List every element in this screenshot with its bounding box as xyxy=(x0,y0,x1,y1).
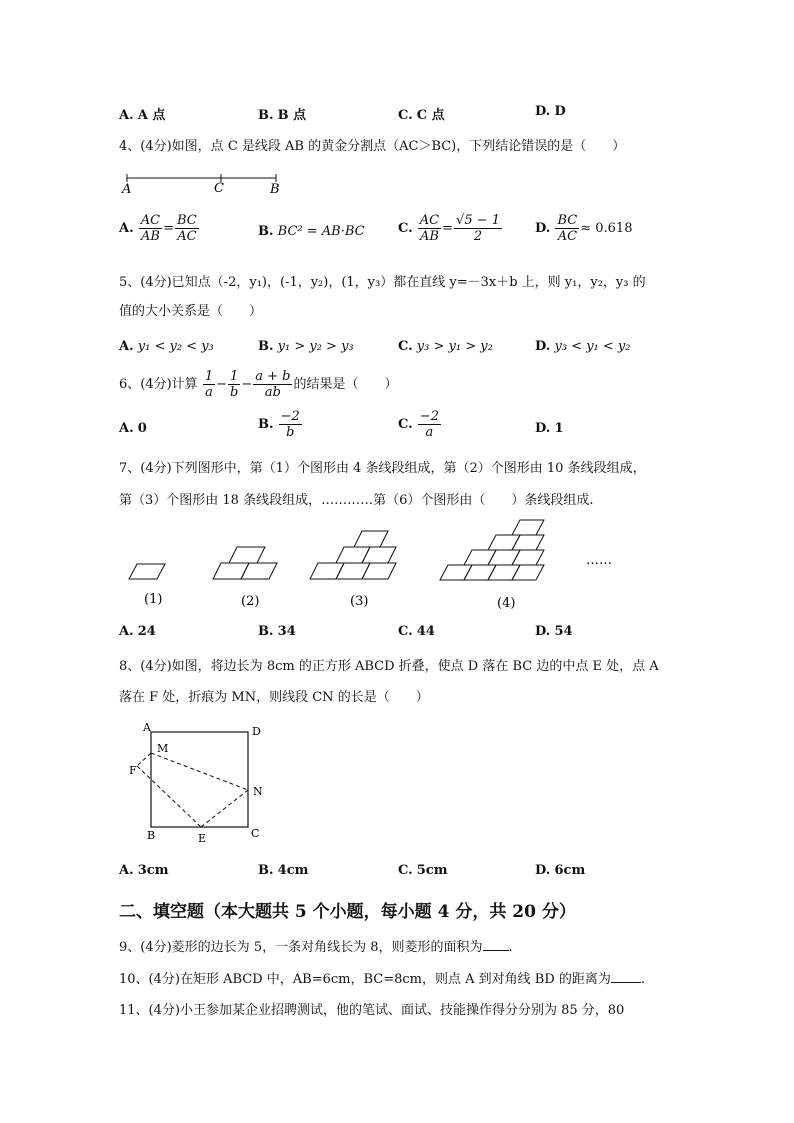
q7-line1: 7、(4分)下列图形中，第（1）个图形由 4 条线段组成，第（2）个图形由 10 条线段组成， xyxy=(119,461,646,476)
q4-segment-figure xyxy=(118,168,288,196)
q8-label-n: N xyxy=(253,785,263,798)
fig-label-4: (4) xyxy=(497,596,516,611)
q6-option-d: D. 1 xyxy=(535,421,564,436)
q9: 9、(4分)菱形的边长为 5，一条对角线长为 8，则菱形的面积为 . xyxy=(119,940,513,955)
q8-label-a: A xyxy=(143,721,151,734)
q6-stem: 6、(4分)计算 $\frac{1}{a}$ − $\frac{1}{b}$ − $\frac{a + b}{ab}$ 的结果是（ ） xyxy=(119,369,398,400)
q6-option-c: C. $\frac{-2}{a}$ xyxy=(398,409,439,440)
q6-option-a: A. 0 xyxy=(119,421,147,436)
q5-option-d: D. y₃ < y₁ < y₂ xyxy=(535,339,631,354)
q8-label-m: M xyxy=(157,742,169,755)
q8-label-c: C xyxy=(251,827,260,840)
q4-point-a: A xyxy=(122,182,132,196)
q8-option-c: C. 5cm xyxy=(398,863,448,878)
fig-label-3: (3) xyxy=(350,594,369,609)
fig-label-1: (1) xyxy=(144,592,163,607)
q7-line2: 第（3）个图形由 18 条线段组成，…………第（6）个图形由（ ）条线段组成. xyxy=(119,493,594,508)
q4-point-c: C xyxy=(214,181,224,196)
q3-option-b: B. B 点 xyxy=(258,108,307,123)
q8-option-a: A. 3cm xyxy=(119,863,169,878)
q11: 11、(4分)小王参加某企业招聘测试，他的笔试、面试、技能操作得分分别为 85 分，80 xyxy=(119,1003,625,1018)
q8-line1: 8、(4分)如图，将边长为 8cm 的正方形 ABCD 折叠，使点 D 落在 BC 边的中点 E 处，点 A xyxy=(119,659,659,674)
q4-option-c: C. $\frac{AC}{AB}$ = $\frac{√5 - 1}{2}$ xyxy=(398,213,501,244)
q3-option-a: A. A 点 xyxy=(119,108,166,123)
q8-label-b: B xyxy=(147,829,156,842)
q8-label-f: F xyxy=(129,764,137,777)
fig-label-2: (2) xyxy=(241,594,260,609)
q7-option-b: B. 34 xyxy=(258,624,296,639)
q5-line1: 5、(4分)已知点（-2，y₁)，(-1，y₂)，(1，y₃）都在直线 y=－3x＋b 上，则 y₁，y₂，y₃ 的 xyxy=(119,275,646,290)
fig-dots: …… xyxy=(586,553,612,568)
q3-option-c: C. C 点 xyxy=(398,108,445,123)
q4-point-b: B xyxy=(270,182,280,196)
q6-option-b: B. $\frac{-2}{b}$ xyxy=(258,409,300,440)
q8-label-e: E xyxy=(198,832,207,845)
q7-pattern-figure xyxy=(120,515,640,615)
q7-option-c: C. 44 xyxy=(398,624,435,639)
q4-option-d: D. $\frac{BC}{AC}$ ≈ 0.618 xyxy=(535,213,633,244)
q7-option-d: D. 54 xyxy=(535,624,573,639)
q8-option-b: B. 4cm xyxy=(258,863,309,878)
q5-option-b: B. y₁ > y₂ > y₃ xyxy=(258,339,354,354)
q8-label-d: D xyxy=(252,725,261,738)
q5-option-c: C. y₃ > y₁ > y₂ xyxy=(398,339,493,354)
q4-option-b: B. BC² = AB·BC xyxy=(258,224,365,239)
q5-option-a: A. y₁ < y₂ < y₃ xyxy=(119,339,214,354)
q4-option-a: A. $\frac{AC}{AB}$ = $\frac{BC}{AC}$ xyxy=(119,213,197,244)
q8-square-figure xyxy=(122,718,282,848)
q8-line2: 落在 F 处，折痕为 MN，则线段 CN 的长是（ ） xyxy=(119,690,429,705)
q4-stem: 4、(4分)如图，点 C 是线段 AB 的黄金分割点（AC＞BC)，下列结论错误的是（ ） xyxy=(119,139,626,154)
q5-line2: 值的大小关系是（ ） xyxy=(119,304,263,319)
q3-option-d: D. D xyxy=(535,104,566,119)
q10: 10、(4分)在矩形 ABCD 中，AB=6cm，BC=8cm，则点 A 到对角线 BD 的距离为 . xyxy=(119,972,646,987)
fig1-rhombus xyxy=(129,564,165,579)
q8-option-d: D. 6cm xyxy=(535,863,586,878)
section-title: 二、填空题（本大题共 5 个小题，每小题 4 分，共 20 分） xyxy=(119,902,576,922)
q7-option-a: A. 24 xyxy=(119,624,156,639)
